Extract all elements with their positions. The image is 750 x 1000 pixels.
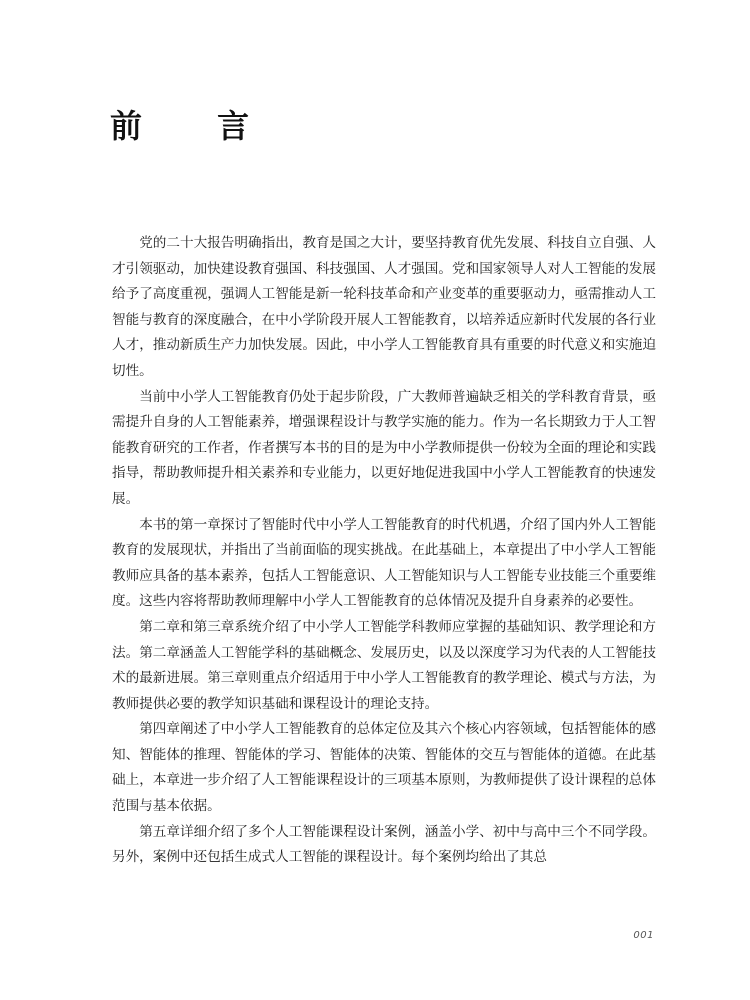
page-number: 001 [633, 930, 654, 941]
paragraph-1: 党的二十大报告明确指出，教育是国之大计，要坚持教育优先发展、科技自立自强、人才引领驱动，加快建设教育强国、科技强国、人才强国。党和国家领导人对人工智能的发展给予了高度重视，强调人工智能是新一轮科技革命和产业变革的重要驱动力，亟需推动人工智能与教育的深度融合，在中小学阶段开展人工智能教育，以培养适应新时代发展的各行业人才，推动新质生产力加快发展。因此，中小学人工智能教育具有重要的时代意义和实施迫切性。 [112, 235, 656, 379]
preface-body [112, 231, 656, 871]
paragraph-6: 第五章详细介绍了多个人工智能课程设计案例，涵盖小学、初中与高中三个不同学段。另外，案例中还包括生成式人工智能的课程设计。每个案例均给出了其总 [112, 823, 656, 866]
paragraph-3: 本书的第一章探讨了智能时代中小学人工智能教育的时代机遇，介绍了国内外人工智能教育的发展现状，并指出了当前面临的现实挑战。在此基础上，本章提出了中小学人工智能教师应具备的基本素养，包括人工智能意识、人工智能知识与人工智能专业技能三个重要维度。这些内容将帮助教师理解中小学人工智能教育的总体情况及提升自身素养的必要性。 [112, 516, 656, 610]
paragraph-5: 第四章阐述了中小学人工智能教育的总体定位及其六个核心内容领域，包括智能体的感知、智能体的推理、智能体的学习、智能体的决策、智能体的交互与智能体的道德。在此基础上，本章进一步介绍了人工智能课程设计的三项基本原则，为教师提供了设计课程的总体范围与基本依据。 [112, 721, 656, 815]
paragraph-2: 当前中小学人工智能教育仍处于起步阶段，广大教师普遍缺乏相关的学科教育背景，亟需提升自身的人工智能素养，增强课程设计与教学实施的能力。作为一名长期致力于人工智能教育研究的工作者，作者撰写本书的目的是为中小学教师提供一份较为全面的理论和实践指导，帮助教师提升相关素养和专业能力，以更好地促进我国中小学人工智能教育的快速发展。 [112, 388, 656, 507]
paragraph-4: 第二章和第三章系统介绍了中小学人工智能学科教师应掌握的基础知识、教学理论和方法。第二章涵盖人工智能学科的基础概念、发展历史，以及以深度学习为代表的人工智能技术的最新进展。第三章则重点介绍适用于中小学人工智能教育的教学理论、模式与方法，为教师提供必要的教学知识基础和课程设计的理论支持。 [112, 618, 656, 712]
page-title: 前 言 [110, 107, 282, 145]
